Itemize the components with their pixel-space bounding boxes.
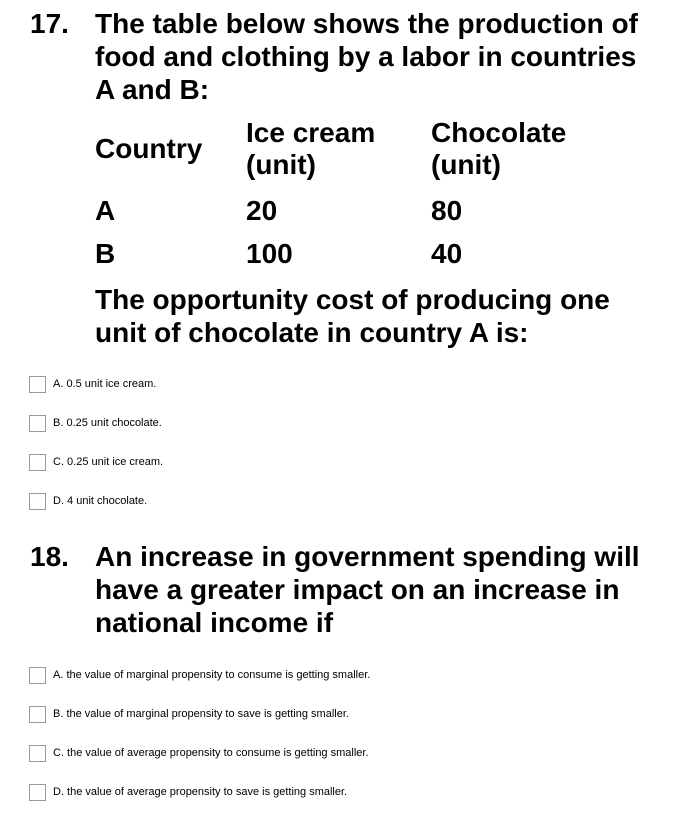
table-cell-ice-cream: 20 [246,195,278,226]
checkbox[interactable] [29,415,46,432]
question-17-prompt: The opportunity cost of producing one unit of chocolate in country A is: [95,284,610,348]
table-header-chocolate: Chocolate [431,117,567,148]
checkbox[interactable] [29,493,46,510]
q17-option-c[interactable] [29,452,163,472]
q17-option-d[interactable] [29,491,147,511]
table-header-country: Country [95,133,203,164]
option-label: C. the value of average propensity to consume is getting smaller. [53,747,369,759]
table-cell-chocolate: 40 [431,238,463,269]
checkbox[interactable] [29,376,46,393]
option-label: B. 0.25 unit chocolate. [53,417,162,429]
option-label: A. the value of marginal propensity to consume is getting smaller. [53,669,371,681]
q17-option-b[interactable] [29,413,162,433]
option-label: A. 0.5 unit ice cream. [53,378,157,390]
option-label: C. 0.25 unit ice cream. [53,456,164,468]
checkbox[interactable] [29,745,46,762]
checkbox[interactable] [29,706,46,723]
q18-option-c[interactable] [29,743,369,763]
checkbox[interactable] [29,454,46,471]
question-18-text: An increase in government spending will have a greater impact on an increase in national income if [95,541,640,638]
q18-option-d[interactable] [29,782,347,802]
checkbox[interactable] [29,667,46,684]
question-17-number: 17. [30,8,69,39]
option-label: D. the value of average propensity to save is getting smaller. [53,786,348,798]
table-header-ice-cream: Ice cream [246,117,376,148]
table-header-ice-cream-unit: (unit) [246,149,316,180]
table-cell-country: B [95,238,116,269]
q18-option-a[interactable] [29,665,370,685]
question-18-number: 18. [30,541,69,572]
question-17-text: The table below shows the production of food and clothing by a labor in countries A and B: [95,8,638,105]
table-cell-ice-cream: 100 [246,238,293,269]
table-cell-chocolate: 80 [431,195,463,226]
table-header-chocolate-unit: (unit) [431,149,501,180]
q18-option-b[interactable] [29,704,349,724]
q17-option-a[interactable] [29,374,156,394]
option-label: B. the value of marginal propensity to save is getting smaller. [53,708,349,720]
checkbox[interactable] [29,784,46,801]
option-label: D. 4 unit chocolate. [53,495,148,507]
table-cell-country: A [95,195,116,226]
